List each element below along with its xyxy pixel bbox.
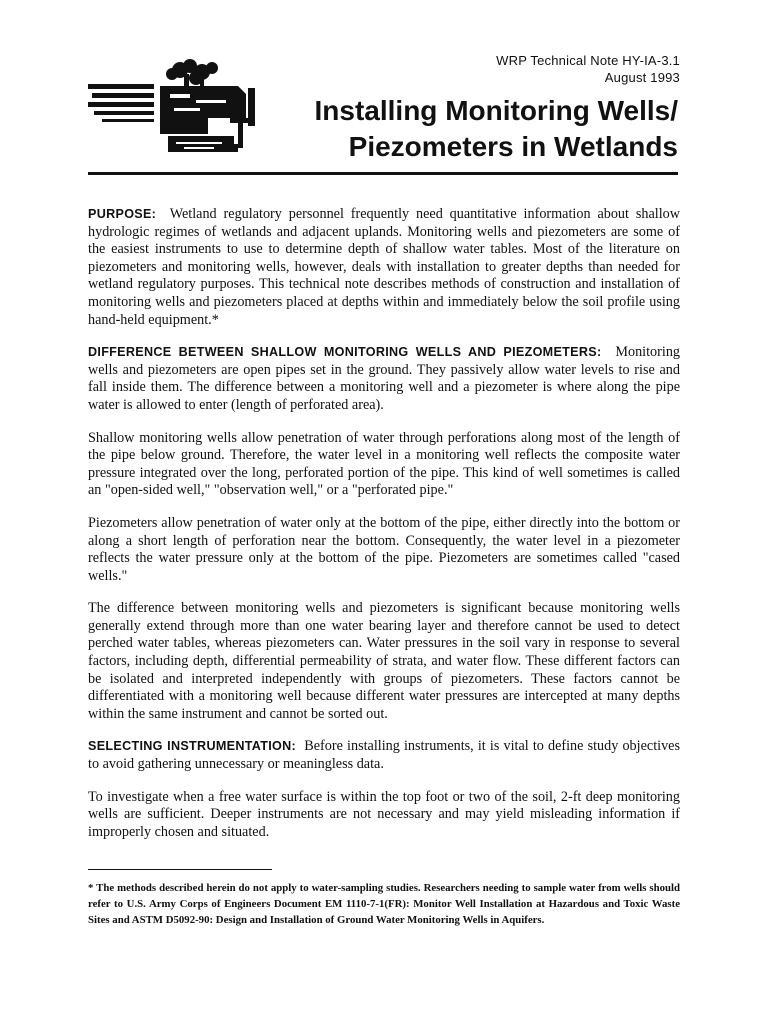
selecting-text: Before installing instruments, it is vital to define study objectives to avoid gathering unnecessary or meaningless data. [88,738,680,773]
selecting-paragraph [88,738,680,773]
difference-text: Monitoring wells and piezometers are open pipes set in the ground. They passively allow water levels to rise and fall inside them. The difference between a monitoring well and a piezometer is where along the pipe water is allowed to enter (length of perforated area). [88,344,681,413]
page-title [260,93,678,165]
footnote: * The methods described herein do not apply to water-sampling studies. Researchers needing to sample water from wells should refer to U.S. Army Corps of Engineers Document EM 1110-7-1(FR): Monitor Well Installation at Hazardous and Toxic Waste Sites and ASTM D5092-90: Design and Installation of Ground Water Monitoring Wells in Aquifers. [88,882,680,926]
footnote-divider [88,869,272,870]
header-divider [88,172,678,175]
technical-note-number: WRP Technical Note HY-IA-3.1 [496,53,680,68]
difference-heading: DIFFERENCE BETWEEN SHALLOW MONITORING WELLS AND PIEZOMETERS: [88,345,602,360]
title-line-2: Piezometers in Wetlands [348,131,678,162]
monitoring-wells-paragraph: Shallow monitoring wells allow penetration of water through perforations along most of the length of the pipe below ground. Therefore, the water level in a monitoring well reflects the composite water pressure integrated over the long, perforated portion of the pipe. This kind of well sometimes is called an "open-sided well," "observation well," or a "perforated pipe." [88,429,680,499]
purpose-heading: PURPOSE: [88,207,157,221]
selecting-heading: SELECTING INSTRUMENTATION: [88,739,297,754]
publication-date: August 1993 [604,70,680,85]
purpose-text: Wetland regulatory personnel frequently need quantitative information about shallow hydrologic regimes of wetlands and adjacent uplands. Monitoring wells and piezometers are some of the easiest instruments to use to determine depth of shallow water tables. Most of the literature on piezometers and monitoring wells, however, deals with installation to greater depths than needed for wetland regulatory purposes. This technical note describes methods of construction and installation of monitoring wells and piezometers placed at depths within and immediately below the soil profile using hand-held equipment.* [88,206,680,328]
difference-paragraph [88,344,680,414]
significance-paragraph: The difference between monitoring wells and piezometers is significant because monitoring wells generally extend through more than one water bearing layer and therefore cannot be used to detect perched water tables, whereas piezometers can. Water pressures in the soil vary in response to several factors, including depth, differential permeability of strata, and water flow. These different factors can be isolated and interpreted independently with groups of piezometers. These factors cannot be differentiated with a monitoring well because different water pressures are intercepted at many depths within the same instrument and cannot be sorted out. [88,600,680,722]
title-line-1: Installing Monitoring Wells/ [314,95,678,126]
purpose-paragraph [88,206,680,329]
wrp-logo-icon [88,52,266,160]
piezometers-paragraph: Piezometers allow penetration of water only at the bottom of the pipe, either directly into the bottom or along a short length of perforation near the bottom. Consequently, the water level in a piezometer reflects the water pressure only at the bottom of the pipe. Piezometers are sometimes called "cased wells." [88,514,680,584]
investigate-paragraph: To investigate when a free water surface is within the top foot or two of the soil, 2-ft deep monitoring wells are sufficient. Deeper instruments are not necessary and may yield misleading information if improperly chosen and situated. [88,788,680,840]
document-body [88,206,680,856]
